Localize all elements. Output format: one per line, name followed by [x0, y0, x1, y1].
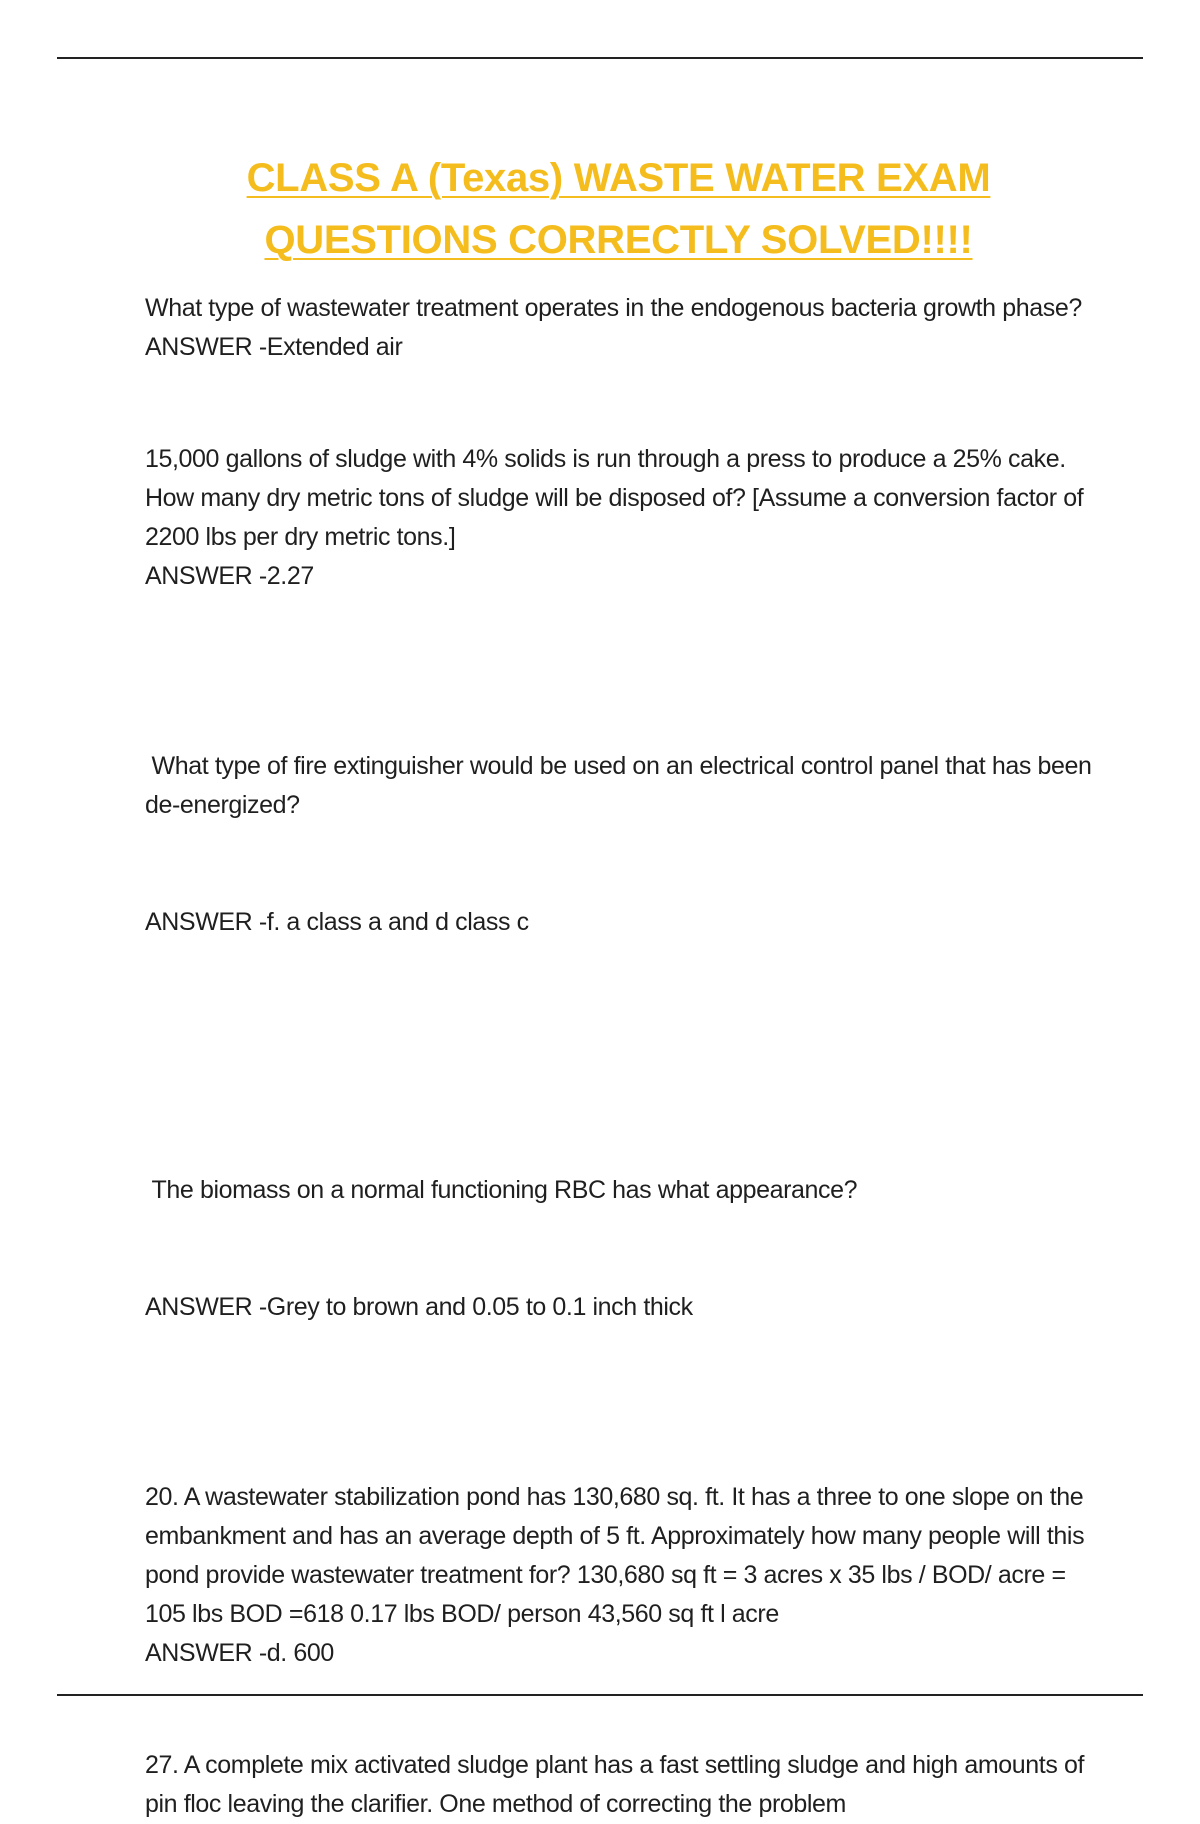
qa-item-2	[145, 440, 1095, 596]
title-line-2: QUESTIONS CORRECTLY SOLVED!!!!	[264, 218, 973, 262]
qa-list	[145, 289, 1099, 1824]
question-text: 20. A wastewater stabilization pond has 130,680 sq. ft. It has a three to one slope on the embankment and has an average depth of 5 ft. Approximately how many people will this pond provide wastewater treatment for? 130,680 sq ft = 3 acres x 35 lbs / BOD/ acre = 105 lbs BOD =618 0.17 lbs BOD/ person 43,560 sq ft l acre	[145, 1483, 1085, 1628]
top-rule	[57, 57, 1143, 59]
answer-text: ANSWER -f. a class a and d class c	[145, 908, 529, 936]
question-text: What type of wastewater treatment operates in the endogenous bacteria growth phase?	[145, 294, 1082, 322]
question-text: 15,000 gallons of sludge with 4% solids is run through a press to produce a 25% cake. How many dry metric tons of sludge will be disposed of? [Assume a conversion factor of 2200 lbs per dry metric tons.]	[145, 445, 1084, 551]
qa-item-5	[145, 1478, 1095, 1673]
answer-text: ANSWER -2.27	[145, 562, 314, 590]
bottom-rule	[57, 1694, 1143, 1696]
answer-text: ANSWER -d. 600	[145, 1639, 334, 1667]
question-text: What type of fire extinguisher would be used on an electrical control panel that has been de-energized?	[145, 752, 1099, 819]
qa-item-3	[145, 669, 1099, 1020]
qa-item-1	[145, 289, 1095, 367]
question-text: The biomass on a normal functioning RBC has what appearance?	[145, 1176, 858, 1204]
title-line-1: CLASS A (Texas) WASTE WATER EXAM	[246, 156, 991, 200]
question-text: 27. A complete mix activated sludge plant has a fast settling sludge and high amounts of pin floc leaving the clarifier. One method of correcting the problem	[145, 1751, 1085, 1818]
qa-item-6	[145, 1746, 1095, 1824]
answer-text: ANSWER -Extended air	[145, 333, 403, 361]
qa-item-4	[145, 1093, 1095, 1405]
document-title	[0, 147, 1200, 271]
answer-text: ANSWER -Grey to brown and 0.05 to 0.1 inch thick	[145, 1293, 693, 1321]
